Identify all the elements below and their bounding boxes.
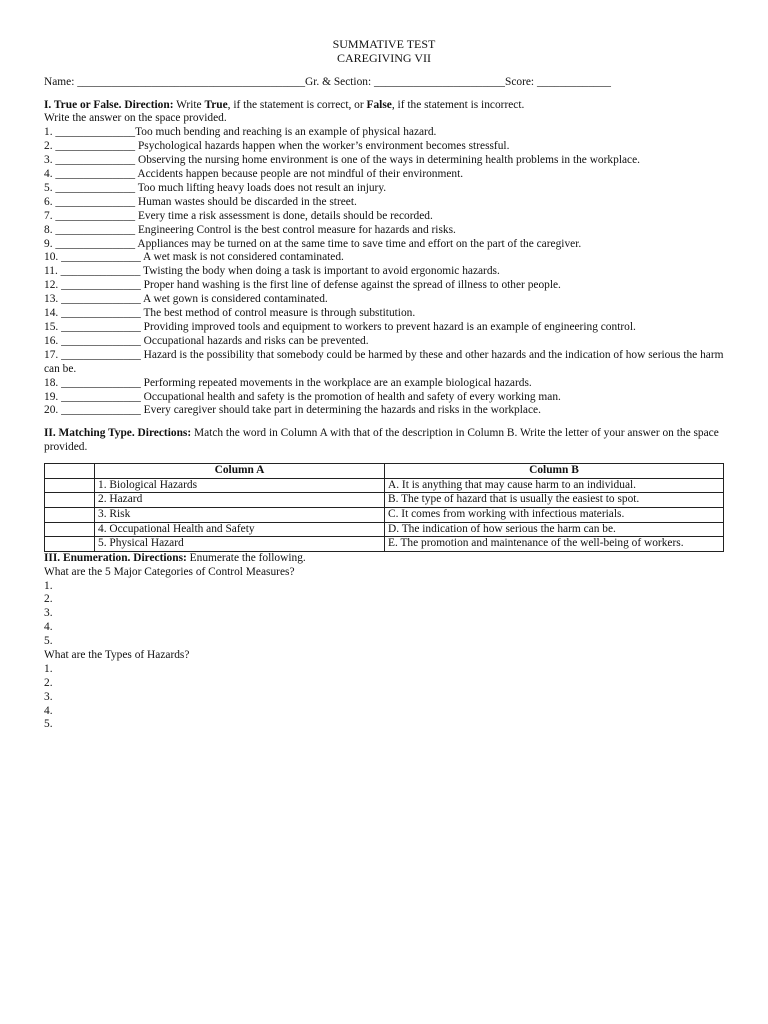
score-field[interactable]: Score: _____________ xyxy=(505,75,611,88)
table-row xyxy=(45,507,724,522)
answer-lines-1 xyxy=(44,580,724,649)
table-row xyxy=(45,537,724,552)
list-item[interactable]: 11. ______________ Twisting the body when doing a task is important to avoid ergonomic hazards. xyxy=(44,265,500,278)
table-row xyxy=(45,493,724,508)
table-row xyxy=(45,478,724,493)
enumeration-question-2: What are the Types of Hazards? xyxy=(44,648,190,661)
answer-line[interactable]: 4. xyxy=(44,704,53,717)
part1-heading: I. True or False. Direction: xyxy=(44,98,174,111)
list-item[interactable]: 19. ______________ Occupational health and safety is the promotion of health and safety of every working man. xyxy=(44,390,561,403)
answer-line[interactable]: 1. xyxy=(44,662,53,675)
false-word: False xyxy=(366,98,392,111)
list-item[interactable]: 12. ______________ Proper hand washing is the first line of defense against the spread of illness to other people. xyxy=(44,279,561,292)
list-item[interactable]: 13. ______________ A wet gown is considered contaminated. xyxy=(44,293,328,306)
list-item[interactable]: 2. ______________ Psychological hazards happen when the worker’s environment becomes stressful. xyxy=(44,140,510,153)
matching-table xyxy=(44,463,724,552)
column-b-cell: C. It comes from working with infectious materials. xyxy=(385,507,724,522)
part1-direction xyxy=(44,99,724,113)
part3-dir-text: Enumerate the following. xyxy=(186,551,306,564)
column-b-cell: A. It is anything that may cause harm to an individual. xyxy=(385,478,724,493)
list-item[interactable]: 20. ______________ Every caregiver should take part in determining the hazards and risks in the workplace. xyxy=(44,404,541,417)
column-b-header: Column B xyxy=(385,464,724,479)
list-item[interactable]: 10. ______________ A wet mask is not considered contaminated. xyxy=(44,251,344,264)
list-item[interactable]: 18. ______________ Performing repeated movements in the workplace are an example biological hazards. xyxy=(44,376,532,389)
column-a-cell: 5. Physical Hazard xyxy=(95,537,385,552)
part3-direction xyxy=(44,552,724,566)
list-item[interactable]: 6. ______________ Human wastes should be discarded in the street. xyxy=(44,195,357,208)
part1-section xyxy=(44,99,724,419)
list-item[interactable]: 8. ______________ Engineering Control is the best control measure for hazards and risks. xyxy=(44,223,456,236)
part1-direction-line2: Write the answer on the space provided. xyxy=(44,112,227,125)
answer-line[interactable]: 3. xyxy=(44,607,53,620)
enumeration-question-1: What are the 5 Major Categories of Control Measures? xyxy=(44,565,295,578)
list-item[interactable]: 3. ______________ Observing the nursing home environment is one of the ways in determining health problems in the workplace. xyxy=(44,154,640,167)
column-a-cell: 4. Occupational Health and Safety xyxy=(95,522,385,537)
column-b-cell: E. The promotion and maintenance of the well-being of workers. xyxy=(385,537,724,552)
column-a-cell: 1. Biological Hazards xyxy=(95,478,385,493)
list-item[interactable]: 4. ______________ Accidents happen because people are not mindful of their environment. xyxy=(44,168,464,181)
list-item[interactable]: 17. ______________ Hazard is the possibility that somebody could be harmed by these and other hazards and the indication of how serious the harm can be. xyxy=(44,348,724,375)
column-a-cell: 3. Risk xyxy=(95,507,385,522)
answer-line[interactable]: 4. xyxy=(44,621,53,634)
list-item[interactable]: 5. ______________ Too much lifting heavy loads does not result an injury. xyxy=(44,181,387,194)
list-item[interactable]: 1. ______________Too much bending and reaching is an example of physical hazard. xyxy=(44,126,437,139)
column-b-cell: B. The type of hazard that is usually the easiest to spot. xyxy=(385,493,724,508)
answer-cell[interactable] xyxy=(45,493,95,508)
answer-line[interactable]: 5. xyxy=(44,635,53,648)
test-title: SUMMATIVE TEST xyxy=(332,37,436,51)
list-item[interactable]: 16. ______________ Occupational hazards and risks can be prevented. xyxy=(44,334,369,347)
answer-cell[interactable] xyxy=(45,522,95,537)
part2-direction xyxy=(44,427,724,455)
column-a-header: Column A xyxy=(95,464,385,479)
section-field[interactable]: Gr. & Section: _______________________ xyxy=(305,75,505,88)
part2-heading: II. Matching Type. Directions: xyxy=(44,427,192,440)
part3-heading: III. Enumeration. Directions: xyxy=(44,551,187,564)
answer-cell[interactable] xyxy=(45,478,95,493)
test-page xyxy=(44,38,724,732)
student-info-line xyxy=(44,76,724,90)
list-item[interactable]: 14. ______________ The best method of control measure is through substitution. xyxy=(44,307,416,320)
list-item[interactable]: 9. ______________ Appliances may be turned on at the same time to save time and effort on the part of the caregiver. xyxy=(44,237,582,250)
column-a-cell: 2. Hazard xyxy=(95,493,385,508)
column-b-cell: D. The indication of how serious the harm can be. xyxy=(385,522,724,537)
answer-lines-2 xyxy=(44,663,724,732)
test-subject: CAREGIVING VII xyxy=(336,50,432,65)
answer-cell[interactable] xyxy=(45,537,95,552)
part1-dir-text: , if the statement is correct, or xyxy=(227,98,367,111)
part2-section xyxy=(44,427,724,551)
answer-line[interactable]: 1. xyxy=(44,579,53,592)
answer-line[interactable]: 3. xyxy=(44,690,53,703)
table-header-row xyxy=(45,464,724,479)
answer-column-header xyxy=(45,464,95,479)
true-word: True xyxy=(204,98,228,111)
table-row xyxy=(45,522,724,537)
list-item[interactable]: 15. ______________ Providing improved tools and equipment to workers to prevent hazard is an example of engineering control. xyxy=(44,321,636,333)
part1-dir-text: , if the statement is incorrect. xyxy=(391,98,525,111)
name-field[interactable]: Name: ________________________________________ xyxy=(44,75,306,88)
list-item[interactable]: 7. ______________ Every time a risk assessment is done, details should be recorded. xyxy=(44,209,433,222)
answer-line[interactable]: 5. xyxy=(44,718,53,731)
part1-dir-text: Write xyxy=(173,98,205,111)
part3-section xyxy=(44,552,724,733)
part2-dir-text: Match the word in Column A with that of the description in Column B. Write the letter of your answer on the space provided. xyxy=(44,427,719,454)
answer-line[interactable]: 2. xyxy=(44,593,53,606)
answer-cell[interactable] xyxy=(45,507,95,522)
true-false-list xyxy=(44,126,724,418)
answer-line[interactable]: 2. xyxy=(44,676,53,689)
